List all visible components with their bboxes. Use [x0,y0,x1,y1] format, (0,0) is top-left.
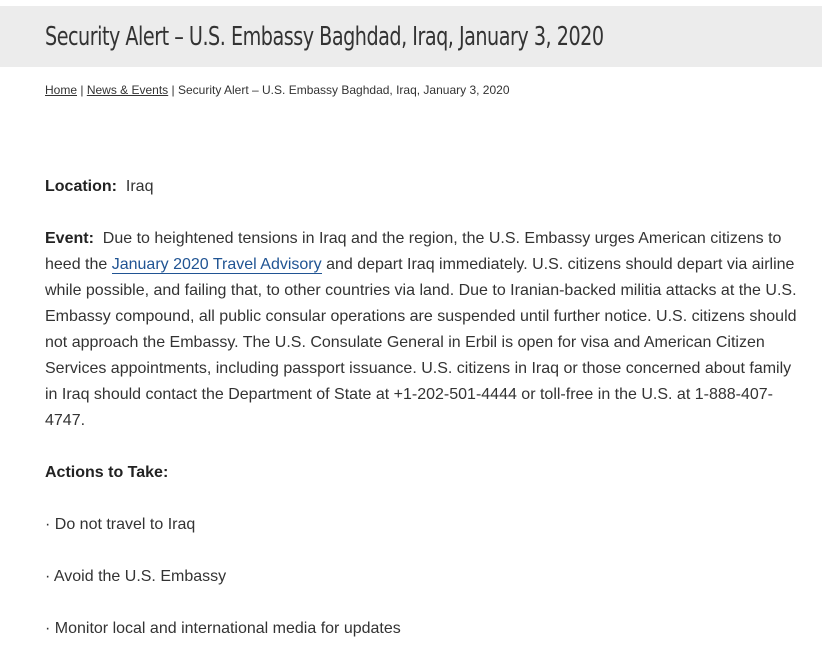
breadcrumb-current: Security Alert – U.S. Embassy Baghdad, Iraq, January 3, 2020 [177,83,510,97]
event-text-before: Due to heightened tensions in Iraq and the region, the U.S. Embassy urges American citizens to heed the [45,230,782,273]
actions-heading [45,460,805,486]
action-item: · Avoid the U.S. Embassy [45,568,227,585]
title-bar [0,6,822,67]
article-body [45,174,805,667]
travel-advisory-link[interactable]: January 2020 Travel Advisory [111,256,322,273]
breadcrumb-home-link[interactable]: Home [45,83,78,97]
action-item: · Do not travel to Iraq [45,516,196,533]
location-value: Iraq [125,178,154,195]
breadcrumb-news-events-link[interactable]: News & Events [86,83,169,97]
location-paragraph [45,174,805,200]
event-label: Event: [45,230,94,247]
page-title: Security Alert – U.S. Embassy Baghdad, Iraq, January 3, 2020 [45,22,604,52]
breadcrumb-separator: | [168,83,178,97]
location-label: Location: [45,178,117,195]
action-item: · Monitor local and international media for updates [45,620,401,637]
breadcrumb [45,82,510,98]
event-text-after: and depart Iraq immediately. U.S. citizens should depart via airline while possible, and failing that, to other countries via land. Due to Iranian-backed militia attacks at the U.S. Embassy compound, all public consular operations are suspended until further notice. U.S. citizens should not approach the Embassy. The U.S. Consulate General in Erbil is open for visa and American Citizen Services appointments, including passport issuance. U.S. citizens in Iraq or those concerned about family in Iraq should contact the Department of State at +1-202-501-4444 or toll-free in the U.S. at 1-888-407-4747. [45,256,797,429]
event-paragraph [45,226,805,434]
actions-label: Actions to Take: [45,464,169,481]
breadcrumb-separator: | [77,83,87,97]
